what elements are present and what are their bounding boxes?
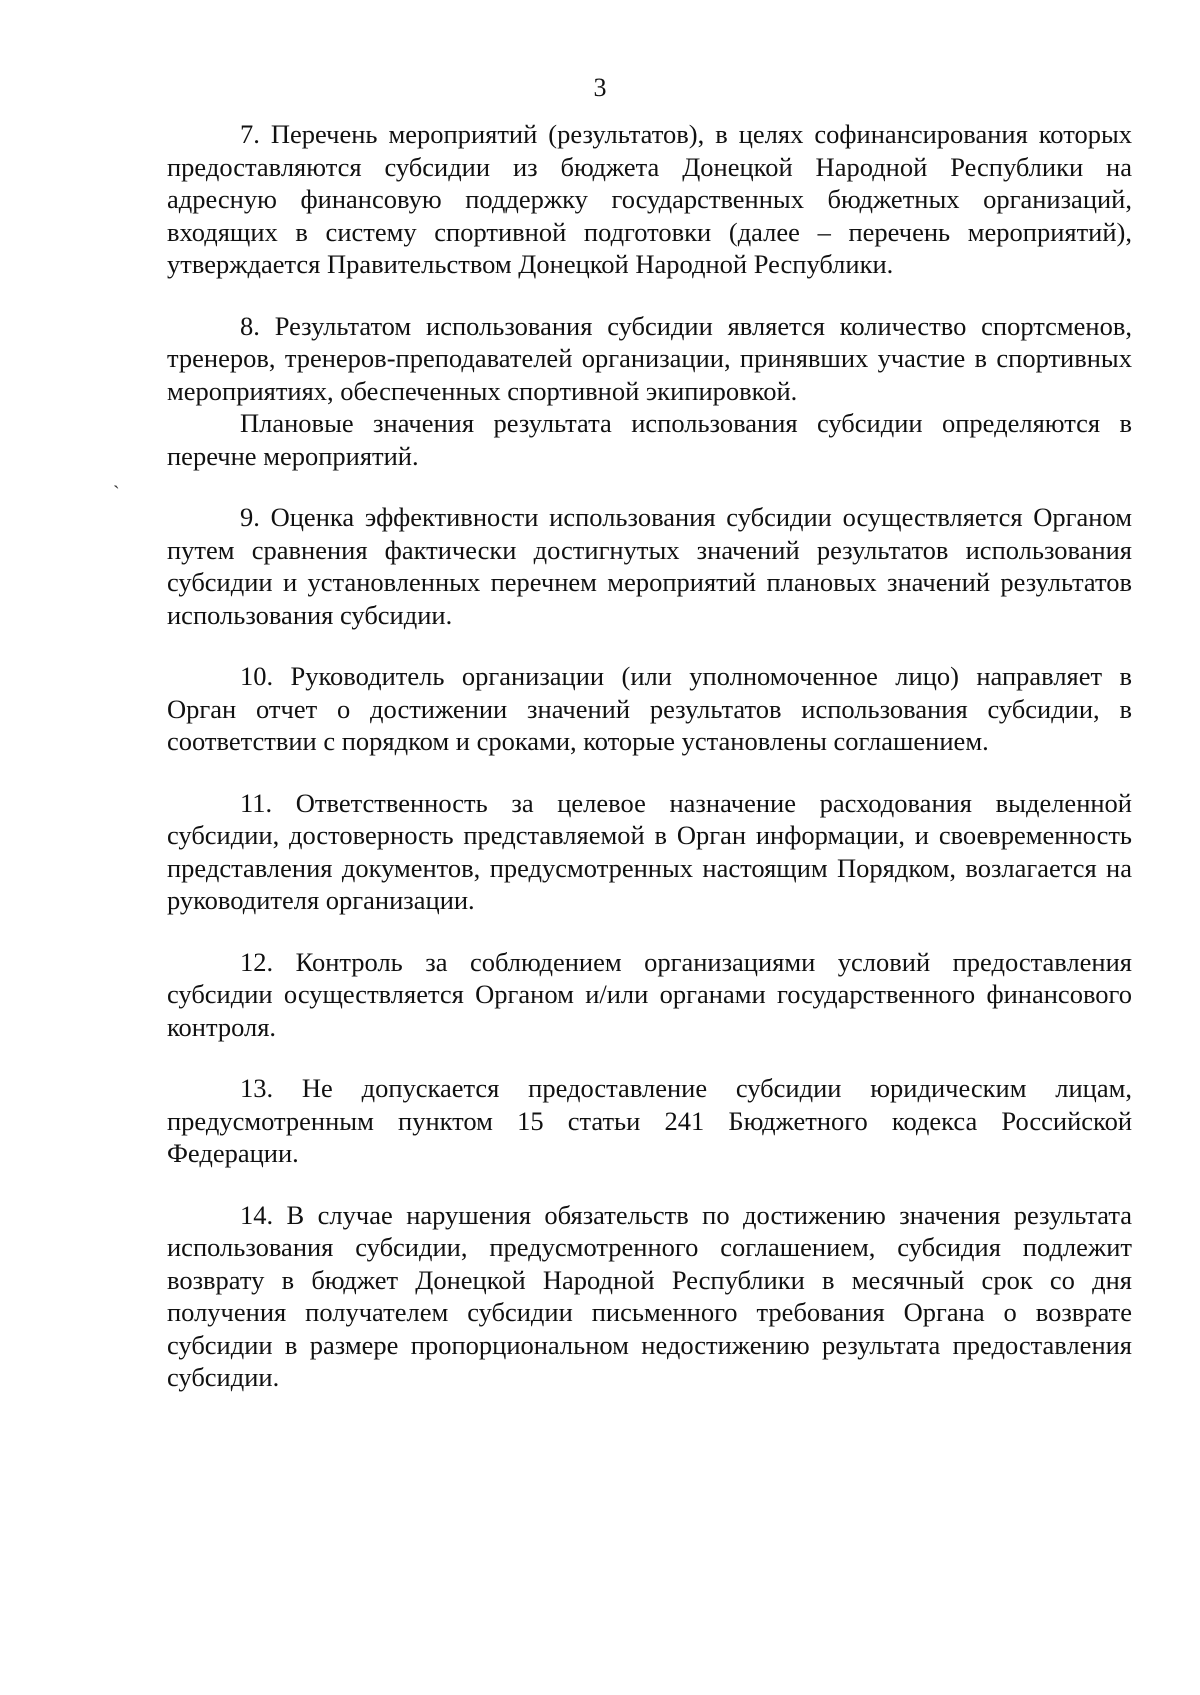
paragraph-8: 8. Результатом использования субсидии является количество спортсменов, тренеров, тренеров-преподавателей организации, принявших участие в спортивных мероприятиях, обеспеченных спортивной экипировкой. — [167, 310, 1132, 406]
paragraph-14: 14. В случае нарушения обязательств по достижению значения результата использования субсидии, предусмотренного соглашением, субсидия подлежит возврату в бюджет Донецкой Народной Республики в месячный срок со дня получения получателем субсидии письменного требования Органа о возврате субсидии в размере пропорциональном недостижению результата предоставления субсидии. — [167, 1199, 1132, 1392]
paragraph-9: 9. Оценка эффективности использования субсидии осуществляется Органом путем сравнения фактически достигнутых значений результатов использования субсидии и установленных перечнем мероприятий плановых значений результатов использования субсидии. — [167, 502, 1132, 630]
scan-artifact-mark: ˎ — [113, 467, 120, 489]
paragraph-13: 13. Не допускается предоставление субсидии юридическим лицам, предусмотренным пунктом 15 статьи 241 Бюджетного кодекса Российской Федерации. — [167, 1073, 1132, 1168]
paragraph-7: 7. Перечень мероприятий (результатов), в целях софинансирования которых предоставляются субсидии из бюджета Донецкой Народной Республики на адресную финансовую поддержку государственных бюджетных организаций, входящих в систему спортивной подготовки (далее – перечень мероприятий), утверждается Правительством Донецкой Народной Республики. — [167, 119, 1132, 279]
paragraph-8-planned-values: Плановые значения результата использования субсидии определяются в перечне мероприятий. — [167, 408, 1132, 471]
paragraph-10: 10. Руководитель организации (или уполномоченное лицо) направляет в Орган отчет о достижении значений результатов использования субсидии, в соответствии с порядком и сроками, которые установлены соглашением. — [167, 661, 1132, 756]
paragraph-12: 12. Контроль за соблюдением организациями условий предоставления субсидии осуществляется Органом и/или органами государственного финансового контроля. — [167, 946, 1132, 1042]
document-body — [167, 118, 1132, 1394]
page-number: 3 — [593, 73, 607, 102]
paragraph-11: 11. Ответственность за целевое назначение расходования выделенной субсидии, достоверность представляемой в Орган информации, и своевременность представления документов, предусмотренных настоящим Порядком, возлагается на руководителя организации. — [167, 787, 1132, 915]
